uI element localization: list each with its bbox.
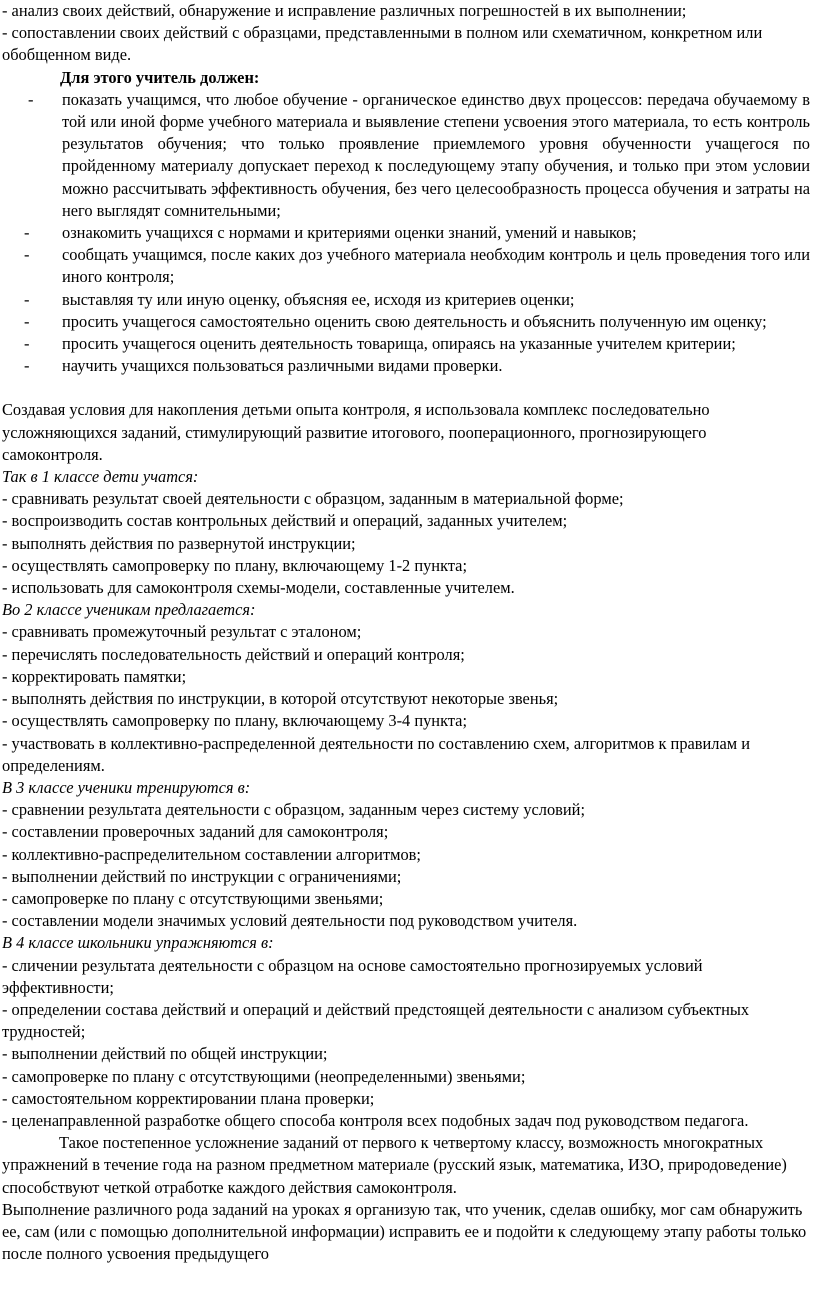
paragraph-conditions: Создавая условия для накопления детьми опыта контроля, я использовала комплекс последовательно усложняющихся заданий, стимулирующий развитие итогового, пооперационного, прогнозирующего самоконтроля.	[2, 400, 710, 464]
grade-3-item: - составлении проверочных заданий для самоконтроля;	[2, 822, 389, 842]
dash-marker: -	[24, 289, 30, 309]
dash-marker: -	[24, 356, 30, 376]
grade-1-item: - воспроизводить состав контрольных действий и операций, заданных учителем;	[2, 511, 568, 531]
grade-2-item: - сравнивать промежуточный результат с эталоном;	[2, 622, 362, 642]
teacher-list-item-text: научить учащихся пользоваться различными видами проверки.	[62, 356, 503, 376]
grade-1-heading: Так в 1 классе дети учатся:	[2, 467, 199, 487]
paragraph-gradual: Такое постепенное усложнение заданий от первого к четвертому классу, возможность многократных упражнений в течение года на разном предметном материале (русский язык, математика, ИЗО, природоведение) способствуют четкой отработке каждого действия самоконтроля.	[2, 1133, 787, 1197]
grade-1-item: - сравнивать результат своей деятельности с образцом, заданным в материальной форме;	[2, 489, 624, 509]
grade-2-item: - участвовать в коллективно-распределенной деятельности по составлению схем, алгоритмов к правилам и определениям.	[2, 733, 750, 775]
teacher-list-item	[2, 244, 810, 288]
grade-4-item: - выполнении действий по общей инструкции;	[2, 1044, 328, 1064]
teacher-list-item	[2, 311, 810, 333]
dash-marker: -	[24, 245, 30, 265]
grade-3-item: - коллективно-распределительном составлении алгоритмов;	[2, 844, 421, 864]
teacher-list-item	[2, 333, 810, 355]
grade-2-item: - перечислять последовательность действий и операций контроля;	[2, 644, 465, 664]
dash-marker: -	[24, 334, 30, 354]
teacher-list-item	[2, 222, 810, 244]
grade-4-heading: В 4 классе школьники упражняются в:	[2, 933, 274, 953]
teacher-list-item-text: сообщать учащимся, после каких доз учебного материала необходим контроль и цель проведения того или иного контроля;	[62, 245, 810, 287]
grade-3-item: - сравнении результата деятельности с образцом, заданным через систему условий;	[2, 800, 586, 820]
teacher-list-item-text: просить учащегося оценить деятельность товарища, опираясь на указанные учителем критерии;	[62, 334, 736, 354]
intro-line: - анализ своих действий, обнаружение и исправление различных погрешностей в их выполнении;	[2, 1, 687, 20]
intro-line: - сопоставлении своих действий с образцами, представленными в полном или схематичном, конкретном или обобщенном виде.	[2, 23, 763, 65]
teacher-list-item	[2, 89, 810, 222]
teacher-list-item	[2, 355, 810, 377]
teacher-list-item-text: ознакомить учащихся с нормами и критериями оценки знаний, умений и навыков;	[62, 223, 637, 243]
dash-marker: -	[24, 311, 30, 331]
grade-4-item: - определении состава действий и операций и действий предстоящей деятельности с анализом субъектных трудностей;	[2, 999, 750, 1042]
paragraph-final: Выполнение различного рода заданий на уроках я организую так, что ученик, сделав ошибку, мог сам обнаружить ее, сам (или с помощью дополнительной информации) исправить ее и подойти к следующему этапу работы только после полного усвоения предыдущего	[2, 1199, 807, 1264]
grade-1-item: - осуществлять самопроверку по плану, включающему 1-2 пункта;	[2, 555, 468, 575]
blank-line	[2, 377, 810, 399]
grade-2-item: - осуществлять самопроверку по плану, включающему 3-4 пункта;	[2, 711, 468, 731]
teacher-list-item	[2, 289, 810, 311]
grade-4-item: - самостоятельном корректировании плана проверки;	[2, 1088, 375, 1108]
grade-2-item: - корректировать памятки;	[2, 666, 187, 686]
grade-1-item: - использовать для самоконтроля схемы-модели, составленные учителем.	[2, 578, 515, 598]
grade-2-heading: Во 2 классе ученикам предлагается:	[2, 600, 256, 620]
grade-4-item: - самопроверке по плану с отсутствующими (неопределенными) звеньями;	[2, 1066, 526, 1086]
grade-2-item: - выполнять действия по инструкции, в которой отсутствуют некоторые звенья;	[2, 689, 559, 709]
dash-marker: -	[28, 89, 34, 109]
grade-3-item: - выполнении действий по инструкции с ограничениями;	[2, 866, 402, 886]
teacher-list-item-text: выставляя ту или иную оценку, объясняя ее, исходя из критериев оценки;	[62, 289, 575, 309]
grade-3-heading: В 3 классе ученики тренируются в:	[2, 777, 251, 797]
teacher-list-item-text: показать учащимся, что любое обучение - органическое единство двух процессов: передача обучаемому в той или иной форме учебного материала и выявление степени усвоения этого материала, то есть контроль результатов обучения; что только проявление приемлемого уровня обученности учащегося по пройденному материалу допускает переход к последующему этапу обучения, и только при этом условии можно рассчитывать эффективность обучения, без чего целесообразность процесса обучения и затраты на него выглядят сомнительными;	[62, 89, 810, 220]
grade-4-item: - целенаправленной разработке общего способа контроля всех подобных задач под руководством педагога.	[2, 1110, 749, 1130]
teacher-list-item-text: просить учащегося самостоятельно оценить свою деятельность и объяснить полученную им оценку;	[62, 311, 767, 331]
grade-3-item: - самопроверке по плану с отсутствующими звеньями;	[2, 888, 384, 908]
teacher-heading: Для этого учитель должен:	[60, 67, 260, 87]
dash-marker: -	[24, 223, 30, 243]
grade-1-item: - выполнять действия по развернутой инструкции;	[2, 533, 356, 553]
grade-3-item: - составлении модели значимых условий деятельности под руководством учителя.	[2, 911, 578, 931]
grade-4-item: - сличении результата деятельности с образцом на основе самостоятельно прогнозируемых условий эффективности;	[2, 955, 703, 997]
